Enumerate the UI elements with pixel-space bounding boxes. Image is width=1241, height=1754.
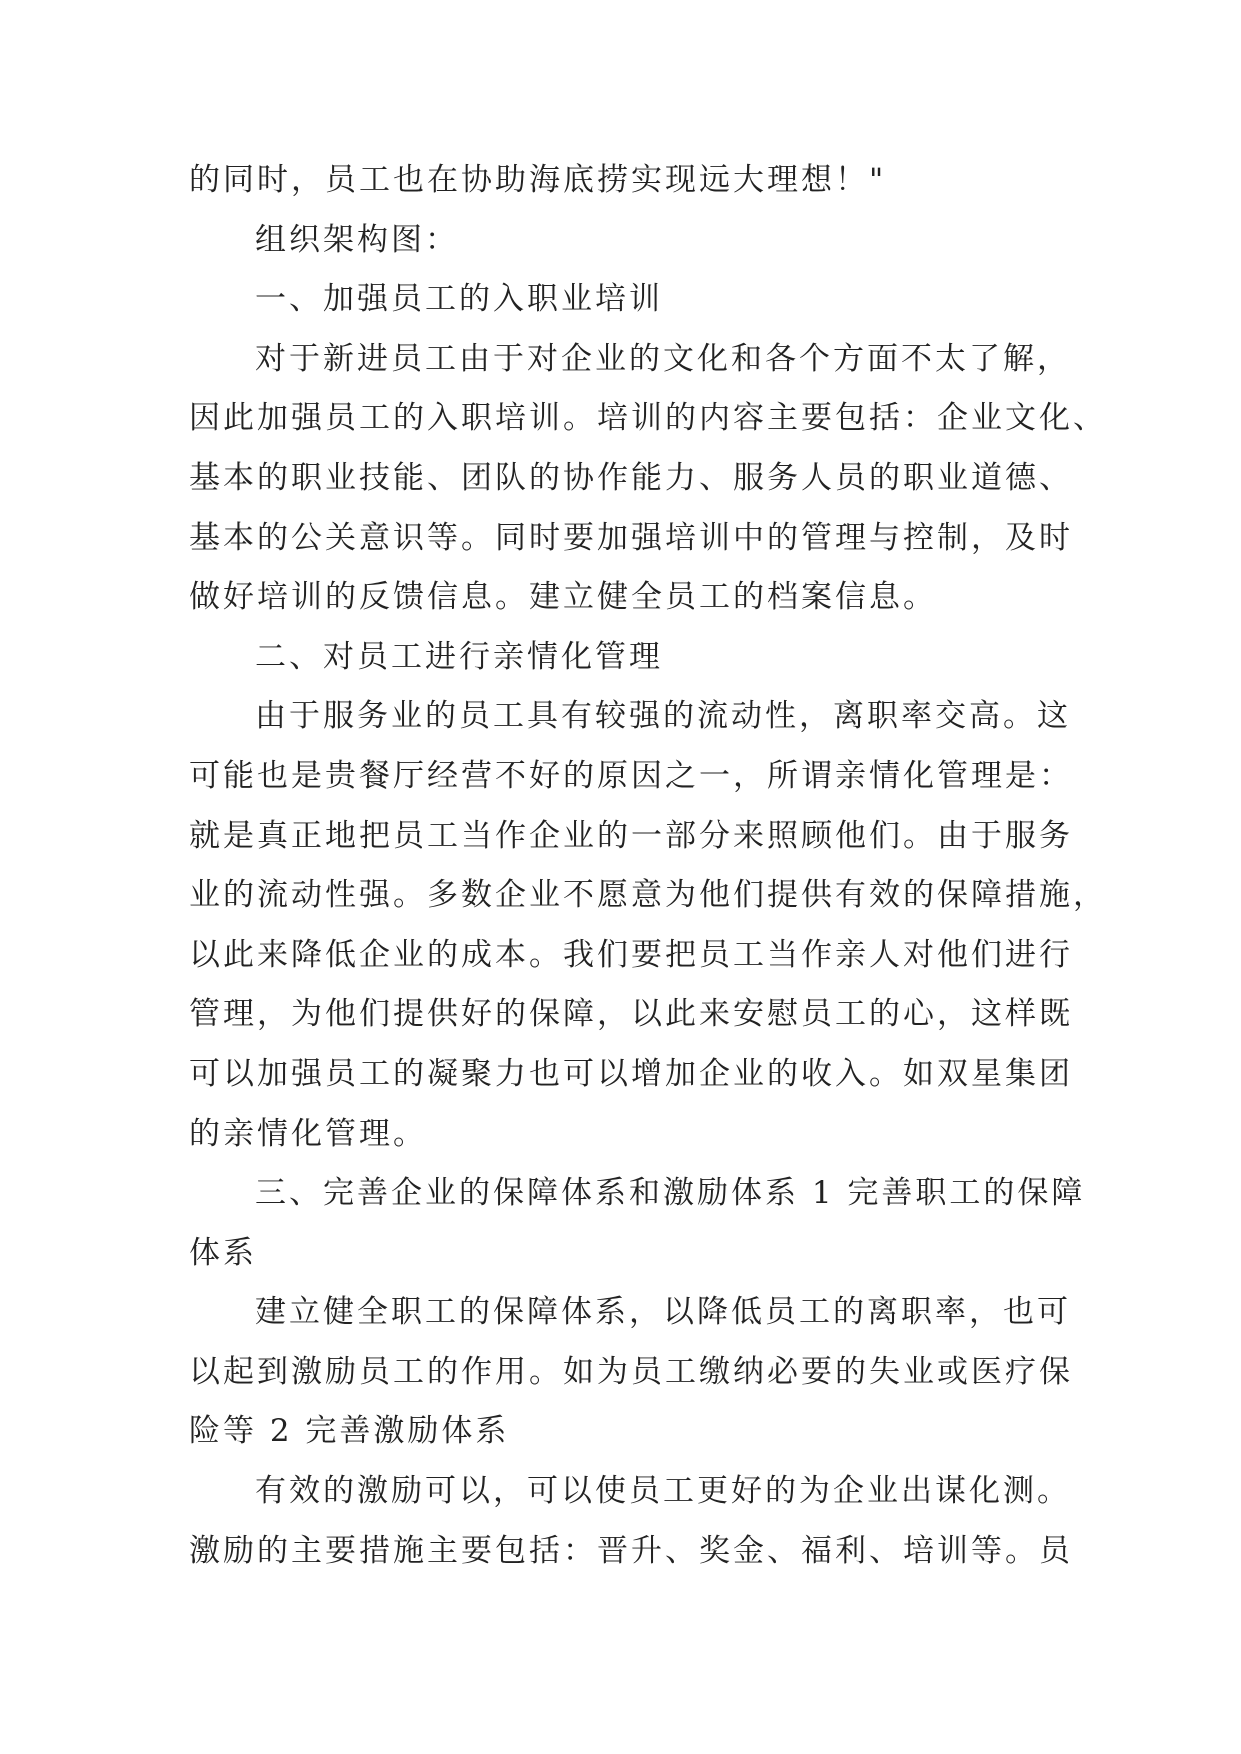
- paragraph-line: 因此加强员工的入职培训。培训的内容主要包括：企业文化、: [189, 400, 1107, 437]
- paragraph-line: 体系: [189, 1234, 257, 1271]
- paragraph-line: 险等 2 完善激励体系: [189, 1413, 510, 1450]
- paragraph-line: 做好培训的反馈信息。建立健全员工的档案信息。: [189, 579, 937, 616]
- paragraph-line: 由于服务业的员工具有较强的流动性，离职率交高。这: [255, 698, 1071, 735]
- paragraph-line: 激励的主要措施主要包括：晋升、奖金、福利、培训等。员: [189, 1532, 1073, 1569]
- paragraph-line: 就是真正地把员工当作企业的一部分来照顾他们。由于服务: [189, 817, 1073, 854]
- paragraph-line: 有效的激励可以，可以使员工更好的为企业出谋化测。: [255, 1473, 1071, 1510]
- paragraph-line: 的亲情化管理。: [189, 1115, 427, 1152]
- section-label-org-chart: 组织架构图：: [255, 221, 459, 258]
- paragraph-line: 基本的职业技能、团队的协作能力、服务人员的职业道德、: [189, 459, 1073, 496]
- paragraph-line: 可能也是贵餐厅经营不好的原因之一，所谓亲情化管理是：: [189, 757, 1073, 794]
- paragraph-line: 可以加强员工的凝聚力也可以增加企业的收入。如双星集团: [189, 1055, 1073, 1092]
- body-text: [189, 151, 1107, 1581]
- paragraph-line: 管理，为他们提供好的保障，以此来安慰员工的心，这样既: [189, 996, 1073, 1033]
- paragraph-line: 基本的公关意识等。同时要加强培训中的管理与控制，及时: [189, 519, 1073, 556]
- section-heading-3: 三、完善企业的保障体系和激励体系 1 完善职工的保障: [255, 1175, 1086, 1212]
- section-heading-2: 二、对员工进行亲情化管理: [255, 638, 663, 675]
- text-line: 的同时，员工也在协助海底捞实现远大理想！": [189, 162, 887, 198]
- paragraph-line: 建立健全职工的保障体系，以降低员工的离职率，也可: [255, 1294, 1071, 1331]
- section-heading-1: 一、加强员工的入职业培训: [255, 281, 663, 318]
- paragraph-line: 业的流动性强。多数企业不愿意为他们提供有效的保障措施，: [189, 877, 1107, 914]
- paragraph-line: 对于新进员工由于对企业的文化和各个方面不太了解，: [255, 340, 1071, 377]
- paragraph-line: 以起到激励员工的作用。如为员工缴纳必要的失业或医疗保: [189, 1353, 1073, 1390]
- paragraph-line: 以此来降低企业的成本。我们要把员工当作亲人对他们进行: [189, 936, 1073, 973]
